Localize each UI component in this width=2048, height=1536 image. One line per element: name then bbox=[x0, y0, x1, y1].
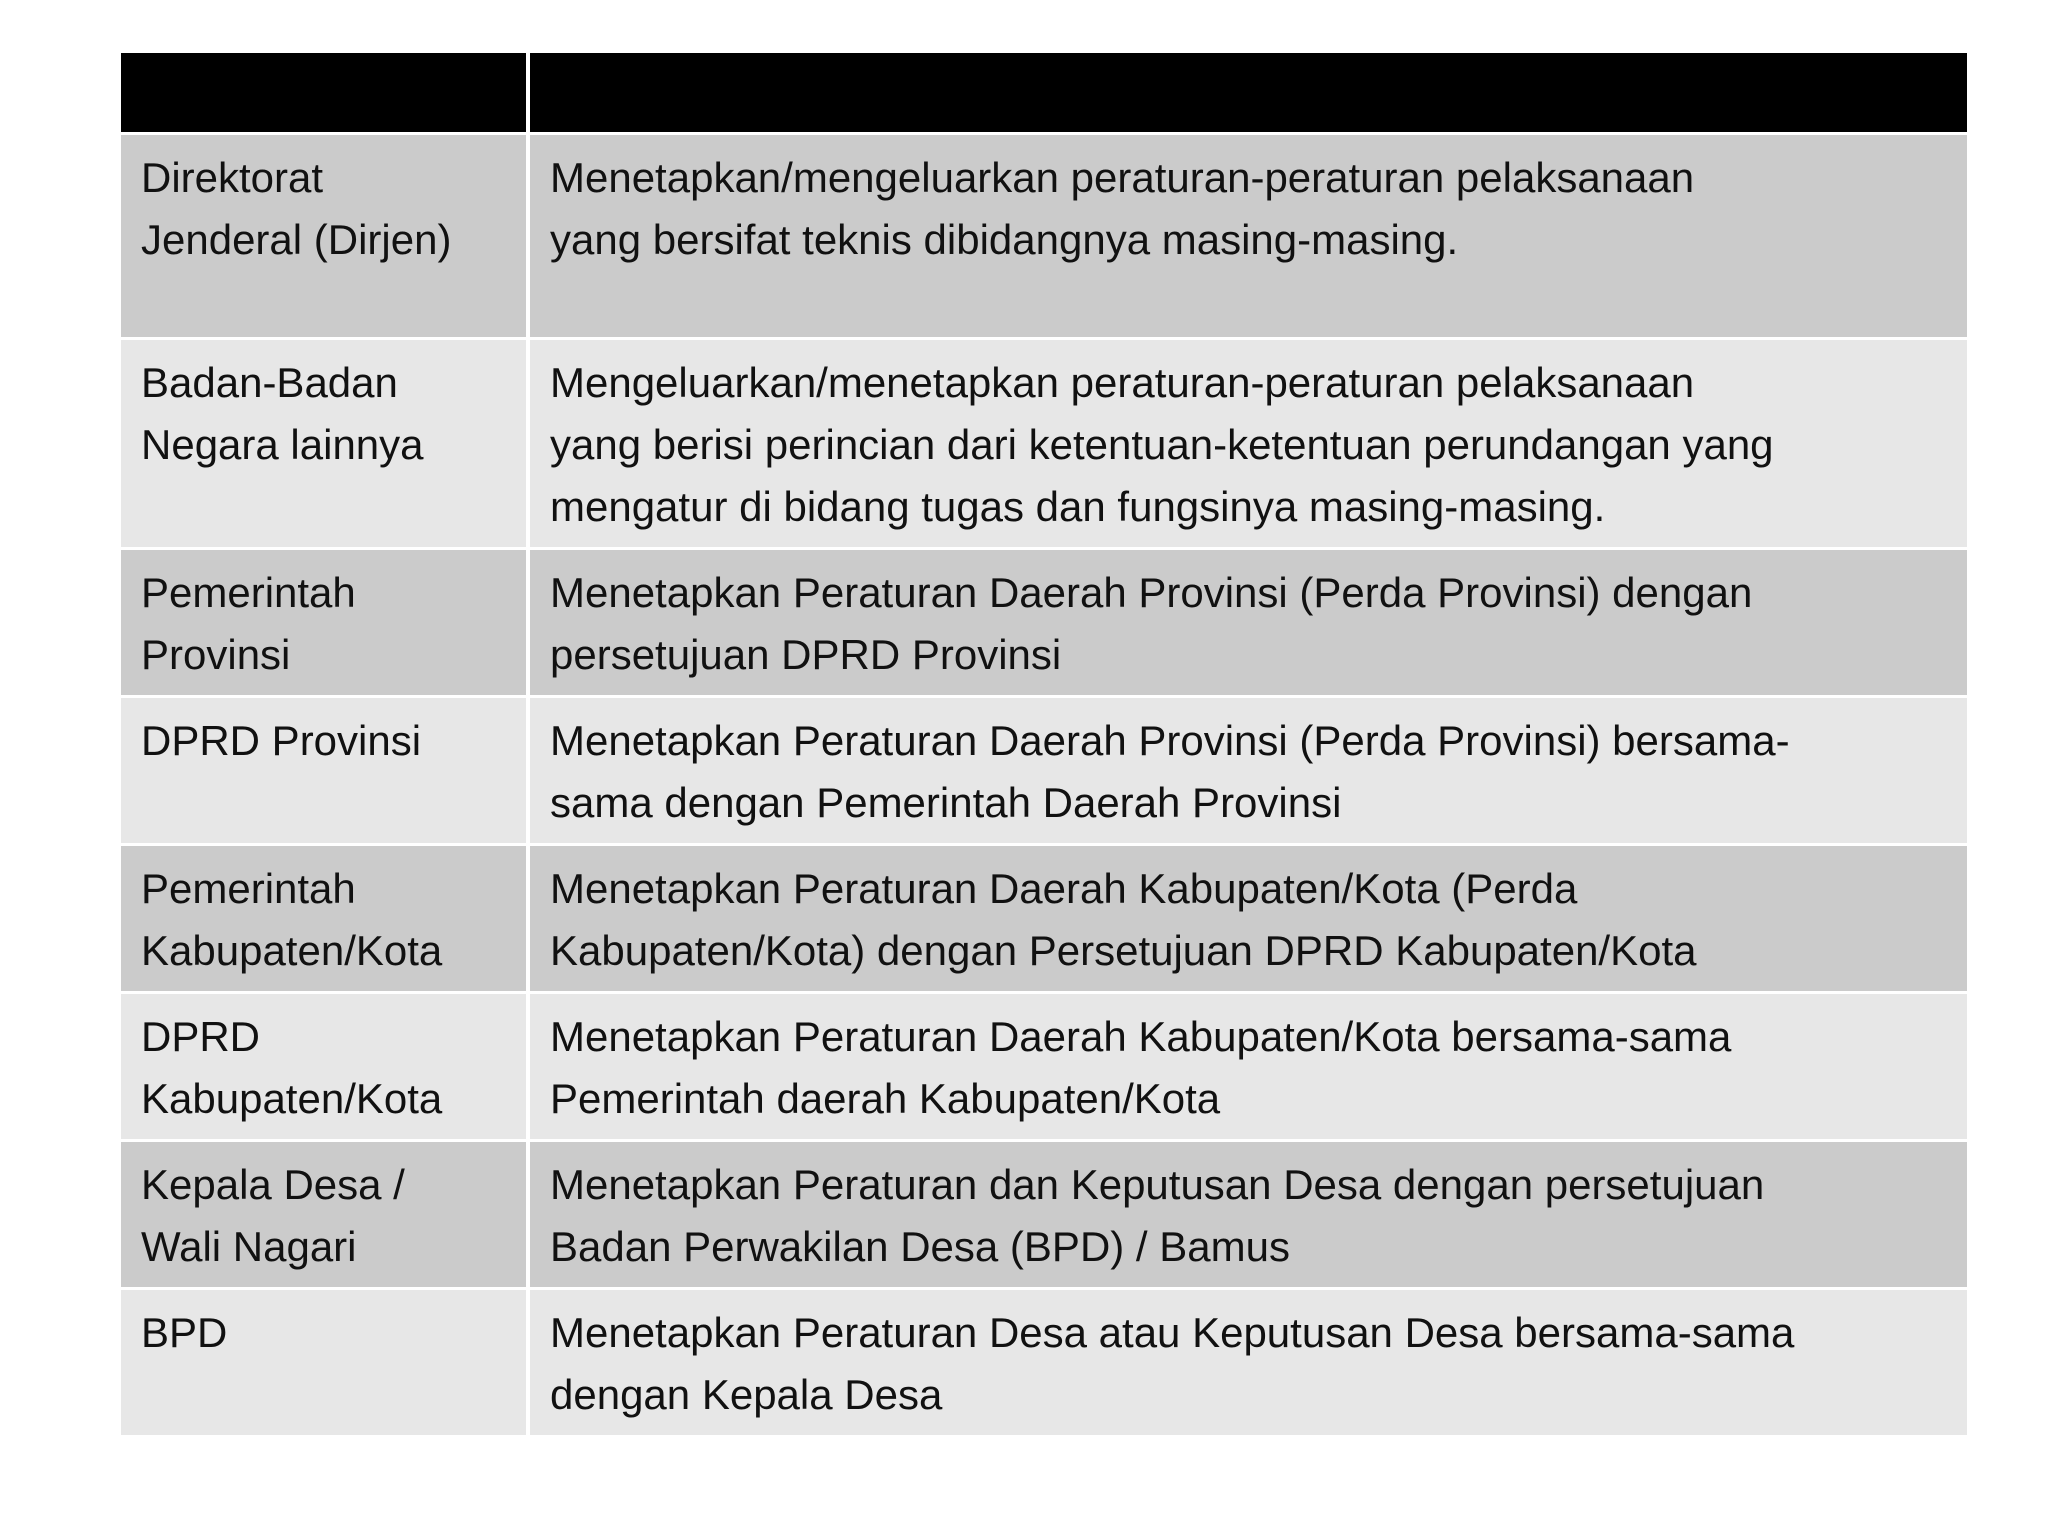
authority-description: Menetapkan/mengeluarkan peraturan-peraturan pelaksanaan yang bersifat teknis dibidangnya masing-masing. bbox=[550, 154, 1695, 263]
institution-name: Pemerintah Kabupaten/Kota bbox=[141, 865, 443, 974]
authority-description: Menetapkan Peraturan Daerah Kabupaten/Kota (Perda Kabupaten/Kota) dengan Persetujuan DPRD Kabupaten/Kota bbox=[550, 865, 1697, 974]
authority-cell bbox=[530, 550, 1967, 698]
institution-name: DPRD Provinsi bbox=[141, 717, 422, 764]
authority-description: Menetapkan Peraturan Daerah Provinsi (Perda Provinsi) bersama- sama dengan Pemerintah Daerah Provinsi bbox=[550, 717, 1790, 826]
table-row bbox=[121, 1290, 1967, 1438]
institution-name: DPRD Kabupaten/Kota bbox=[141, 1013, 443, 1122]
authority-cell bbox=[530, 846, 1967, 994]
authority-cell bbox=[530, 340, 1967, 550]
authority-description: Menetapkan Peraturan Desa atau Keputusan Desa bersama-sama dengan Kepala Desa bbox=[550, 1309, 1795, 1418]
authority-description: Menetapkan Peraturan dan Keputusan Desa dengan persetujuan Badan Perwakilan Desa (BPD) / Bamus bbox=[550, 1161, 1765, 1270]
table-row bbox=[121, 698, 1967, 846]
institution-name: Badan-Badan Negara lainnya bbox=[141, 359, 424, 468]
institution-cell bbox=[121, 1142, 530, 1290]
institution-cell bbox=[121, 994, 530, 1142]
institution-cell bbox=[121, 846, 530, 994]
institution-name: Pemerintah Provinsi bbox=[141, 569, 356, 678]
institution-name: Direktorat Jenderal (Dirjen) bbox=[141, 154, 452, 263]
table-row bbox=[121, 135, 1967, 340]
authority-table bbox=[121, 53, 1967, 1438]
table-header bbox=[121, 53, 1967, 135]
table-row bbox=[121, 994, 1967, 1142]
institution-cell bbox=[121, 1290, 530, 1438]
authority-cell bbox=[530, 135, 1967, 340]
authority-description: Menetapkan Peraturan Daerah Provinsi (Perda Provinsi) dengan persetujuan DPRD Provinsi bbox=[550, 569, 1753, 678]
authority-cell bbox=[530, 698, 1967, 846]
table-row bbox=[121, 550, 1967, 698]
header-cell-authority bbox=[530, 53, 1967, 135]
authority-description: Menetapkan Peraturan Daerah Kabupaten/Kota bersama-sama Pemerintah daerah Kabupaten/Kota bbox=[550, 1013, 1732, 1122]
institution-cell bbox=[121, 340, 530, 550]
institution-name: Kepala Desa / Wali Nagari bbox=[141, 1161, 405, 1270]
institution-cell bbox=[121, 550, 530, 698]
authority-cell bbox=[530, 994, 1967, 1142]
table-row bbox=[121, 1142, 1967, 1290]
table-row bbox=[121, 340, 1967, 550]
authority-description: Mengeluarkan/menetapkan peraturan-peraturan pelaksanaan yang berisi perincian dari ketentuan-ketentuan perundangan yang mengatur di bidang tugas dan fungsinya masing-masing. bbox=[550, 359, 1774, 530]
table-row bbox=[121, 846, 1967, 994]
institution-cell bbox=[121, 135, 530, 340]
authority-cell bbox=[530, 1290, 1967, 1438]
header-cell-institution bbox=[121, 53, 530, 135]
authority-cell bbox=[530, 1142, 1967, 1290]
institution-name: BPD bbox=[141, 1309, 228, 1356]
institution-cell bbox=[121, 698, 530, 846]
